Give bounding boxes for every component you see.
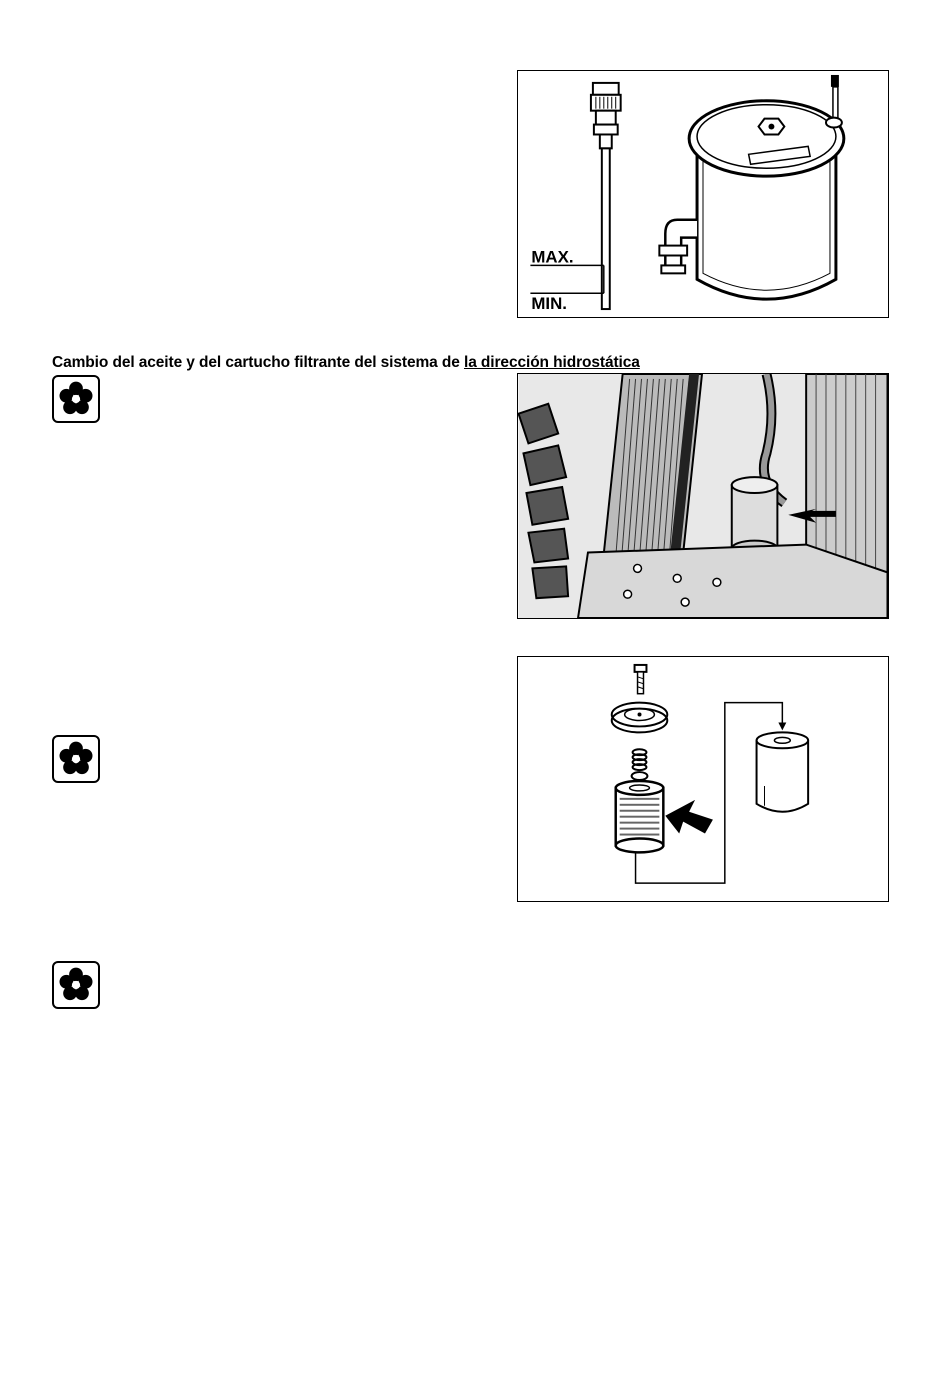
- flower-maintenance-icon: [52, 735, 100, 783]
- min-label: MIN.: [531, 294, 567, 314]
- engine-compartment-illustration: [518, 374, 888, 618]
- section-heading: [52, 354, 640, 372]
- dipstick-tank-illustration: [518, 71, 888, 317]
- figure-dipstick-tank: [517, 70, 889, 318]
- flower-maintenance-icon: [52, 375, 100, 423]
- max-label: MAX.: [531, 247, 574, 267]
- flower-maintenance-icon: [52, 961, 100, 1009]
- figure-engine-photo: [517, 373, 889, 619]
- filter-exploded-illustration: [518, 657, 888, 901]
- cartridge-arrow-icon: [665, 800, 713, 834]
- section-heading-part2: la dirección hidrostática: [463, 354, 640, 371]
- figure-filter-exploded: [517, 656, 889, 902]
- section-heading-part1: Cambio del aceite y del cartucho filtrante del sistema de: [52, 354, 464, 371]
